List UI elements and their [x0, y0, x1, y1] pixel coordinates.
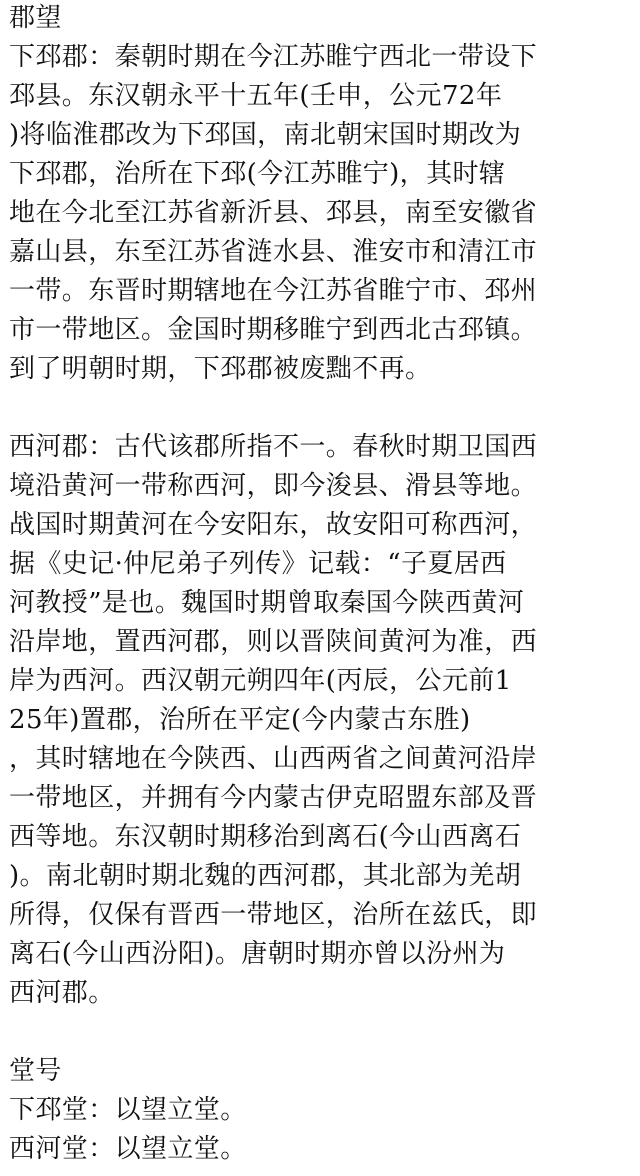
- text-line: 西河堂：以望立堂。: [9, 1134, 247, 1164]
- text-line: 所得，仅保有晋西一带地区，治所在兹氏，即: [9, 900, 538, 930]
- text-line: 岸为西河。西汉朝元朔四年(丙辰，公元前1: [9, 666, 512, 696]
- text-line: 河教授”是也。魏国时期曾取秦国今陕西黄河: [9, 588, 525, 618]
- text-line: 市一带地区。金国时期移睢宁到西北古邳镇。: [9, 315, 538, 345]
- text-line: 西河郡：古代该郡所指不一。春秋时期卫国西: [9, 432, 538, 462]
- text-line: 邳县。东汉朝永平十五年(壬申，公元72年: [9, 81, 503, 111]
- text-line: 境沿黄河一带称西河，即今浚县、滑县等地。: [9, 471, 538, 501]
- text-line: 沿岸地，置西河郡，则以晋陕间黄河为准，西: [9, 627, 538, 657]
- text-line: 嘉山县，东至江苏省涟水县、淮安市和清江市: [9, 237, 538, 267]
- text-line: 下邳郡：秦朝时期在今江苏睢宁西北一带设下: [9, 42, 538, 72]
- heading-junwang: 郡望: [9, 3, 62, 33]
- text-line: )。南北朝时期北魏的西河郡，其北部为羌胡: [9, 861, 522, 891]
- text-line: 下邳郡，治所在下邳(今江苏睢宁)，其时辖: [9, 159, 506, 189]
- text-line: 西等地。东汉朝时期移治到离石(今山西离石: [9, 822, 522, 852]
- text-line: 战国时期黄河在今安阳东，故安阳可称西河，: [9, 510, 538, 540]
- text-line: ，其时辖地在今陕西、山西两省之间黄河沿岸: [9, 744, 538, 774]
- heading-tanghao: 堂号: [9, 1056, 62, 1086]
- text-line: 下邳堂：以望立堂。: [9, 1095, 247, 1125]
- text-line: 25年)置郡，治所在平定(今内蒙古东胜): [9, 705, 471, 735]
- text-line: 地在今北至江苏省新沂县、邳县，南至安徽省: [9, 198, 538, 228]
- text-line: 一带地区，并拥有今内蒙古伊克昭盟东部及晋: [9, 783, 538, 813]
- text-line: )将临淮郡改为下邳国，南北朝宋国时期改为: [9, 120, 522, 150]
- text-line: 据《史记·仲尼弟子列传》记载：“子夏居西: [9, 549, 507, 579]
- text-line: 到了明朝时期，下邳郡被废黜不再。: [9, 354, 432, 384]
- text-line: 西河郡。: [9, 978, 115, 1008]
- text-line: 一带。东晋时期辖地在今江苏省睢宁市、邳州: [9, 276, 538, 306]
- text-line: 离石(今山西汾阳)。唐朝时期亦曾以汾州为: [9, 939, 506, 969]
